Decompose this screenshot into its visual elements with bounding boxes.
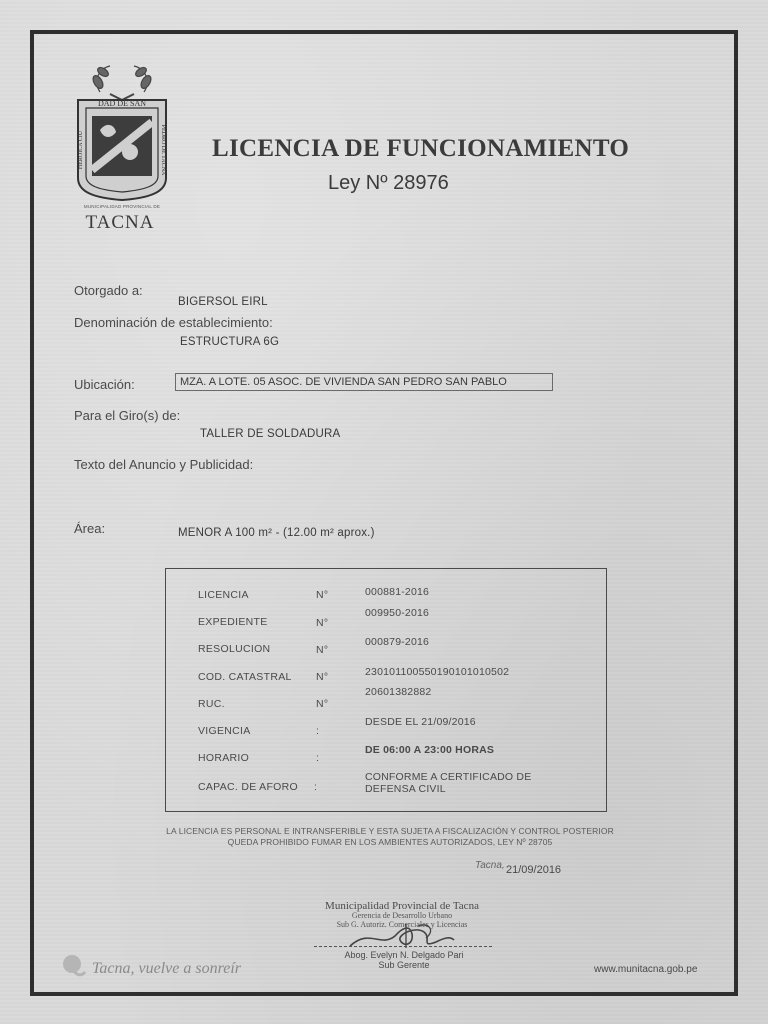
municipality-label: MUNICIPALIDAD PROVINCIAL DE <box>83 204 161 209</box>
resolucion-value: 000879-2016 <box>365 636 430 648</box>
ruc-sep: N° <box>316 698 329 710</box>
anuncio-label: Texto del Anuncio y Publicidad: <box>74 457 254 472</box>
expediente-label: EXPEDIENTE <box>198 616 268 628</box>
aforo-label: CAPAC. DE AFORO <box>198 781 298 793</box>
ruc-label: RUC. <box>198 698 225 710</box>
stamp-municipality: Municipalidad Provincial de Tacna <box>325 900 479 912</box>
cod-catastral-value: 230101100550190101010502 <box>365 666 510 678</box>
shield-icon <box>78 99 166 200</box>
aforo-value-line2: DEFENSA CIVIL <box>365 783 446 795</box>
law-reference: Ley Nº 28976 <box>328 172 449 194</box>
giro-label: Para el Giro(s) de: <box>74 408 181 423</box>
aforo-value-line1: CONFORME A CERTIFICADO DE <box>365 771 532 783</box>
ubicacion-value: MZA. A LOTE. 05 ASOC. DE VIVIENDA SAN PEDRO SAN PABLO <box>175 373 553 391</box>
horario-value: DE 06:00 A 23:00 HORAS <box>365 744 495 756</box>
municipal-slogan: Tacna, vuelve a sonreír <box>92 960 242 977</box>
smile-logo-icon <box>60 952 88 980</box>
resolucion-label: RESOLUCION <box>198 643 271 655</box>
svg-text:DAD DE SAN: DAD DE SAN <box>98 99 146 108</box>
aforo-sep: : <box>314 781 318 793</box>
otorgado-label: Otorgado a: <box>74 283 143 298</box>
legal-note <box>110 826 670 848</box>
legal-note-line2: QUEDA PROHIBIDO FUMAR EN LOS AMBIENTES AUTORIZADOS, LEY Nº 28705 <box>227 837 553 847</box>
resolucion-sep: N° <box>316 644 329 656</box>
signer-role: Sub Gerente <box>378 960 430 970</box>
city-name: TACNA <box>85 212 155 233</box>
horario-sep: : <box>316 752 320 764</box>
denominacion-value: ESTRUCTURA 6G <box>180 336 280 348</box>
stamp-subgerencia: Sub G. Autoriz. Comerciales y Licencias <box>336 920 468 929</box>
licencia-sep: N° <box>316 589 329 601</box>
horario-label: HORARIO <box>198 752 250 764</box>
laurel-icon <box>91 66 153 100</box>
signature-icon <box>340 918 460 954</box>
vigencia-value: DESDE EL 21/09/2016 <box>365 716 476 728</box>
legal-note-line1: LA LICENCIA ES PERSONAL E INTRANSFERIBLE Y ESTA SUJETA A FISCALIZACIÓN Y CONTROL POSTERIOR <box>166 826 614 836</box>
signature-line <box>314 946 492 947</box>
issue-place: Tacna, <box>475 860 505 871</box>
area-value: MENOR A 100 m² - (12.00 m² aprox.) <box>178 527 375 539</box>
otorgado-value: BIGERSOL EIRL <box>178 296 268 308</box>
stamp-gerencia: Gerencia de Desarrollo Urbano <box>351 911 453 920</box>
issue-date: 21/09/2016 <box>506 864 562 876</box>
document-title: LICENCIA DE FUNCIONAMIENTO <box>212 135 630 162</box>
giro-value: TALLER DE SOLDADURA <box>200 428 341 440</box>
denominacion-label: Denominación de establecimiento: <box>74 315 273 330</box>
svg-text:PEDRO DE TACNA: PEDRO DE TACNA <box>160 124 166 176</box>
cod-catastral-label: COD. CATASTRAL <box>198 671 292 683</box>
expediente-sep: N° <box>316 617 329 629</box>
vigencia-label: VIGENCIA <box>198 725 251 737</box>
svg-text:HEROICA CIU: HEROICA CIU <box>78 130 84 170</box>
licencia-label: LICENCIA <box>198 589 249 601</box>
signer-name: Abog. Evelyn N. Delgado Pari <box>344 950 464 960</box>
vigencia-sep: : <box>316 725 320 737</box>
area-label: Área: <box>74 521 106 536</box>
cod-catastral-sep: N° <box>316 671 329 683</box>
licencia-value: 000881-2016 <box>365 586 430 598</box>
ubicacion-label: Ubicación: <box>74 377 135 392</box>
expediente-value: 009950-2016 <box>365 607 430 619</box>
ruc-value: 20601382882 <box>365 686 432 698</box>
website-url: www.munitacna.gob.pe <box>594 964 698 975</box>
